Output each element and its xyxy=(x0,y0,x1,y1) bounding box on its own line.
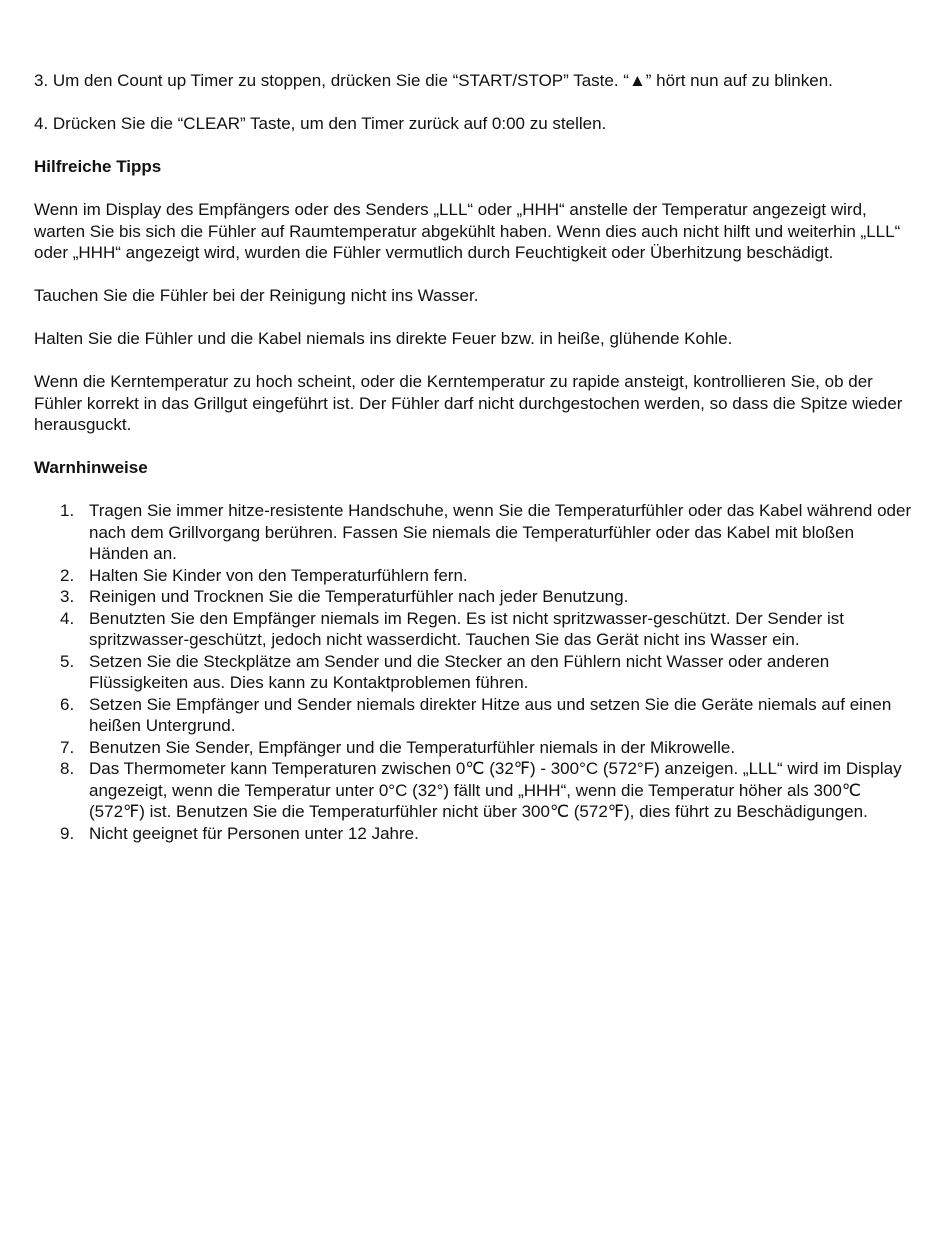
warning-item xyxy=(34,737,918,759)
warning-item xyxy=(34,500,918,565)
warning-item xyxy=(34,586,918,608)
warning-item xyxy=(34,823,918,845)
step-3-text: 3. Um den Count up Timer zu stoppen, drücken Sie die “START/STOP” Taste. “▲” hört nun auf zu blinken. xyxy=(34,71,833,90)
warning-number: 7. xyxy=(60,737,75,757)
warning-text: Benutzen Sie Sender, Empfänger und die Temperaturfühler niemals in der Mikrowelle. xyxy=(89,737,736,757)
warning-text: Setzen Sie Empfänger und Sender niemals direkter Hitze aus und setzen Sie die Geräte niemals auf einen heißen Untergrund. xyxy=(89,694,892,735)
warning-number: 9. xyxy=(60,823,75,843)
warning-text: Halten Sie Kinder von den Temperaturfühlern fern. xyxy=(89,565,468,585)
warnings-list xyxy=(34,500,918,844)
warning-item xyxy=(34,608,918,651)
tips-paragraph: Tauchen Sie die Fühler bei der Reinigung nicht ins Wasser. xyxy=(34,286,479,305)
warning-number: 6. xyxy=(60,694,75,714)
warning-number: 4. xyxy=(60,608,75,628)
warning-number: 5. xyxy=(60,651,75,671)
warning-text: Das Thermometer kann Temperaturen zwischen 0℃ (32℉) - 300°C (572°F) anzeigen. „LLL“ wird im Display angezeigt, wenn die Temperatur unter 0°C (32°) fällt und „HHH“, wenn die Temperatur höher als 300℃ (572℉) ist. Benutzen Sie die Temperaturfühler nicht über 300℃ (572℉), dies führt zu Beschädigungen. xyxy=(89,759,902,821)
warning-number: 3. xyxy=(60,587,75,606)
tips-heading: Hilfreiche Tipps xyxy=(34,157,162,176)
tips-paragraph: Wenn die Kerntemperatur zu hoch scheint, oder die Kerntemperatur zu rapide ansteigt, kontrollieren Sie, ob der Fühler korrekt in das Grillgut eingeführt ist. Der Fühler darf nicht durchgestochen werden, so dass die Spitze wieder herausguckt. xyxy=(34,372,903,434)
warning-number: 1. xyxy=(60,501,75,520)
step-4-text: 4. Drücken Sie die “CLEAR” Taste, um den Timer zurück auf 0:00 zu stellen. xyxy=(34,114,607,133)
warning-text: Tragen Sie immer hitze-resistente Handschuhe, wenn Sie die Temperaturfühler oder das Kabel während oder nach dem Grillvorgang berühren. Fassen Sie niemals die Temperaturfühler oder das Kabel mit bloßen Händen an. xyxy=(89,501,912,563)
warning-text: Nicht geeignet für Personen unter 12 Jahre. xyxy=(89,823,419,843)
warning-number: 8. xyxy=(60,759,75,778)
warning-item xyxy=(34,694,918,737)
tips-paragraph: Wenn im Display des Empfängers oder des Senders „LLL“ oder „HHH“ anstelle der Temperatur angezeigt wird, warten Sie bis sich die Fühler auf Raumtemperatur abgekühlt haben. Wenn dies auch nicht hilft und weiterhin „LLL“ oder „HHH“ angezeigt wird, wurden die Fühler vermutlich durch Feuchtigkeit oder Überhitzung beschädigt. xyxy=(34,200,901,262)
tips-paragraph: Halten Sie die Fühler und die Kabel niemals ins direkte Feuer bzw. in heiße, glühende Kohle. xyxy=(34,329,733,348)
warnings-heading: Warnhinweise xyxy=(34,458,148,477)
warning-item xyxy=(34,758,918,823)
warning-item xyxy=(34,651,918,694)
warning-item xyxy=(34,565,918,587)
warning-text: Benutzten Sie den Empfänger niemals im Regen. Es ist nicht spritzwasser-geschützt. Der Sender ist spritzwasser-geschützt, jedoch nicht wasserdicht. Tauchen Sie das Gerät nicht ins Wasser ein. xyxy=(89,608,844,649)
warning-text: Reinigen und Trocknen Sie die Temperaturfühler nach jeder Benutzung. xyxy=(89,587,629,606)
warning-text: Setzen Sie die Steckplätze am Sender und die Stecker an den Fühlern nicht Wasser oder anderen Flüssigkeiten aus. Dies kann zu Kontaktproblemen führen. xyxy=(89,651,830,692)
warning-number: 2. xyxy=(60,565,75,585)
document-page xyxy=(34,70,918,844)
